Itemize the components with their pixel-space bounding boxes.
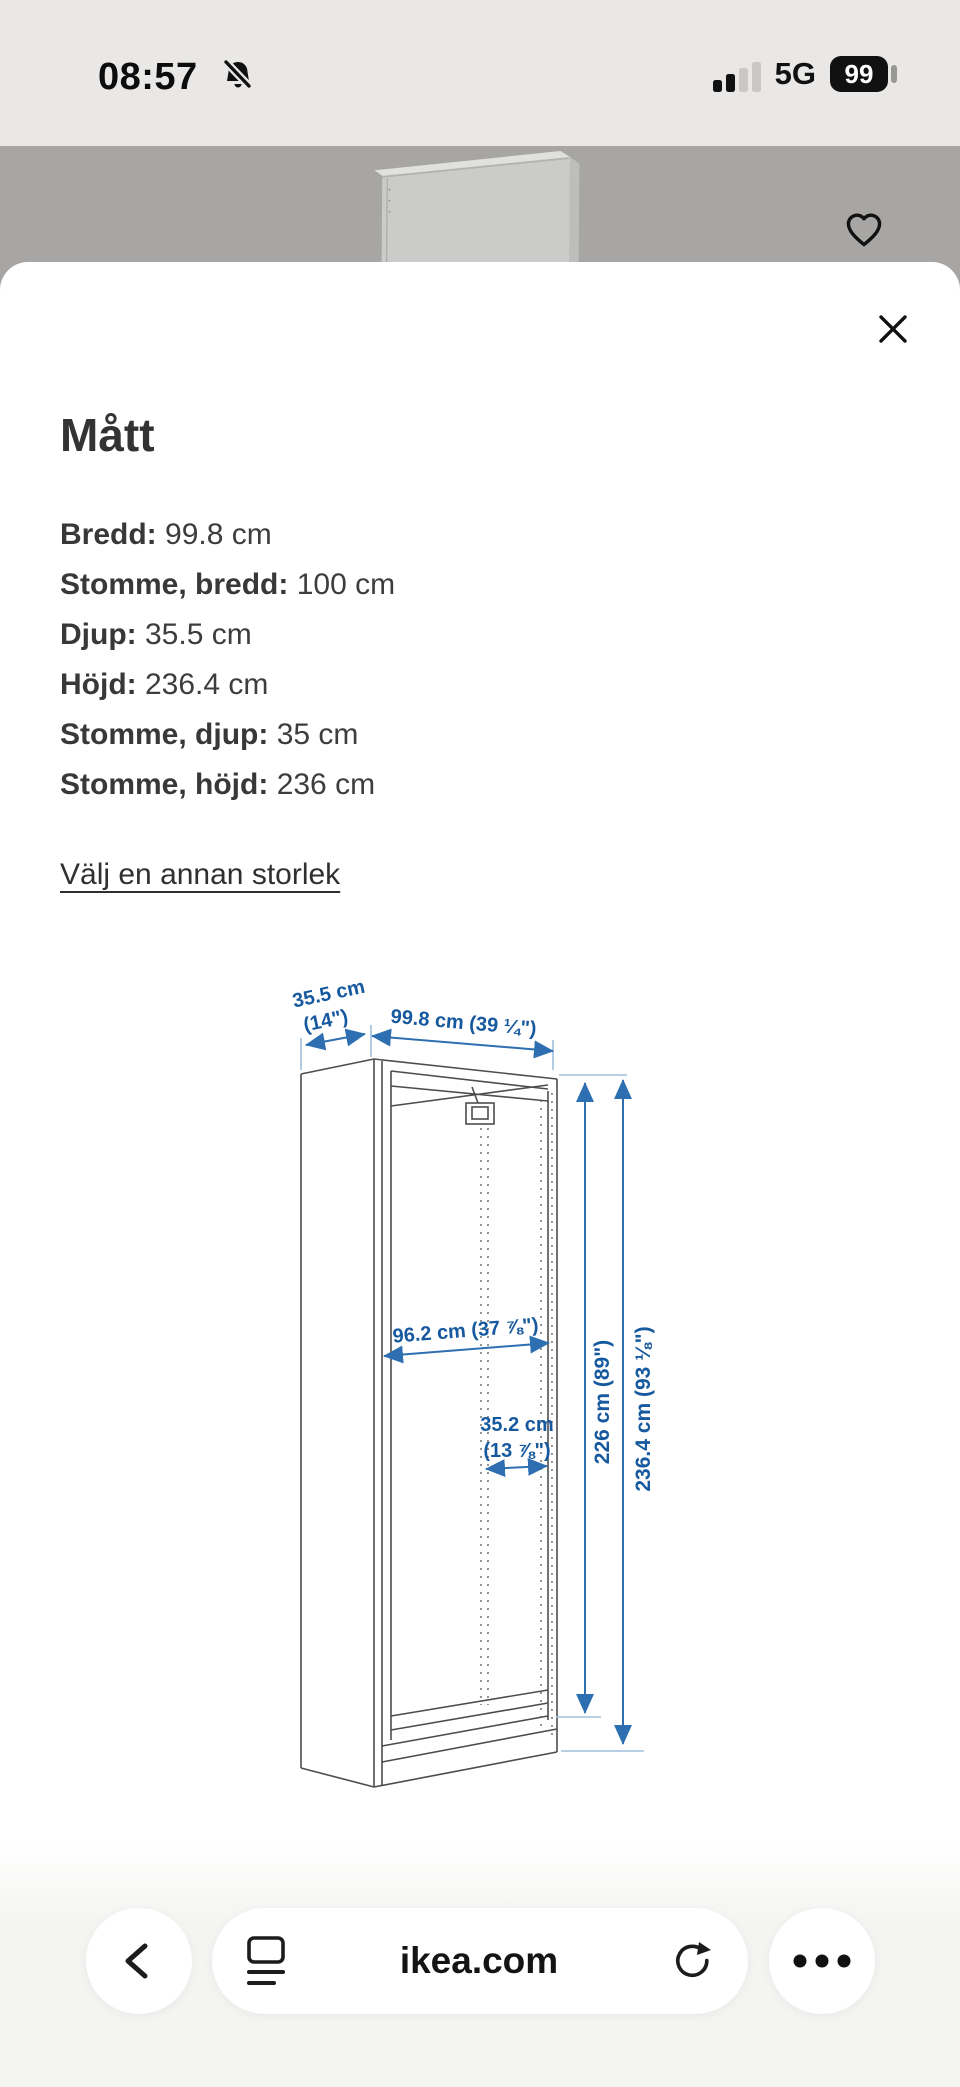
depth-label-in: (14") <box>301 1005 351 1037</box>
battery-nub <box>891 65 897 83</box>
network-type-label: 5G <box>774 56 816 91</box>
spec-row <box>60 710 760 760</box>
spec-row <box>60 610 760 660</box>
close-button[interactable] <box>868 304 918 354</box>
more-button[interactable] <box>769 1908 875 2014</box>
url-bar[interactable] <box>212 1908 748 2014</box>
back-button[interactable] <box>86 1908 192 2014</box>
spec-label: Djup: <box>60 618 137 651</box>
page-lines-icon[interactable] <box>244 1932 288 1990</box>
spec-value: 100 cm <box>296 568 396 601</box>
battery-badge <box>830 56 888 92</box>
spec-label: Stomme, höjd: <box>60 768 269 801</box>
spec-label: Höjd: <box>60 668 137 701</box>
battery-percent: 99 <box>844 58 874 89</box>
clock: 08:57 <box>98 56 198 98</box>
ellipsis-icon <box>790 1951 854 1971</box>
choose-other-size-link[interactable]: Välj en annan storlek <box>60 858 341 891</box>
spec-label: Bredd: <box>60 518 157 551</box>
favorite-button[interactable] <box>840 204 888 252</box>
spec-value: 236 cm <box>276 768 376 801</box>
spec-row <box>60 560 760 610</box>
depth-label-cm: 35.5 cm <box>290 975 367 1013</box>
circular-arrow-icon[interactable] <box>670 1938 716 1984</box>
width-label: 99.8 cm (39 ¼") <box>389 1005 538 1041</box>
spec-row <box>60 660 760 710</box>
spec-label: Stomme, bredd: <box>60 568 289 601</box>
browser-toolbar <box>0 1840 960 2087</box>
status-indicators <box>711 54 888 94</box>
x-icon <box>868 304 918 354</box>
spec-label: Stomme, djup: <box>60 718 269 751</box>
spec-value: 35.5 cm <box>144 618 252 651</box>
spec-value: 99.8 cm <box>165 518 272 551</box>
spec-list <box>60 510 760 810</box>
dimension-diagram <box>0 940 960 1860</box>
status-bar <box>0 0 960 146</box>
inner-height-label: 226 cm (89") <box>591 1339 614 1465</box>
bell-slash-icon <box>216 54 260 98</box>
spec-row <box>60 510 760 560</box>
half-width-label-in: (13 ⅞") <box>483 1440 551 1462</box>
sheet-title: Mått <box>60 409 155 461</box>
spec-value: 35 cm <box>276 718 359 751</box>
half-width-label-cm: 35.2 cm <box>480 1414 554 1436</box>
chevron-left-icon <box>112 1934 166 1988</box>
url-text[interactable]: ikea.com <box>399 1940 559 1981</box>
spec-row <box>60 760 760 810</box>
total-height-label: 236.4 cm (93 ⅛") <box>632 1326 655 1492</box>
cellular-signal-icon <box>711 54 761 94</box>
spec-value: 236.4 cm <box>144 668 269 701</box>
inner-width-label: 96.2 cm (37 ⅞") <box>391 1314 540 1348</box>
heart-outline-icon <box>840 204 888 252</box>
